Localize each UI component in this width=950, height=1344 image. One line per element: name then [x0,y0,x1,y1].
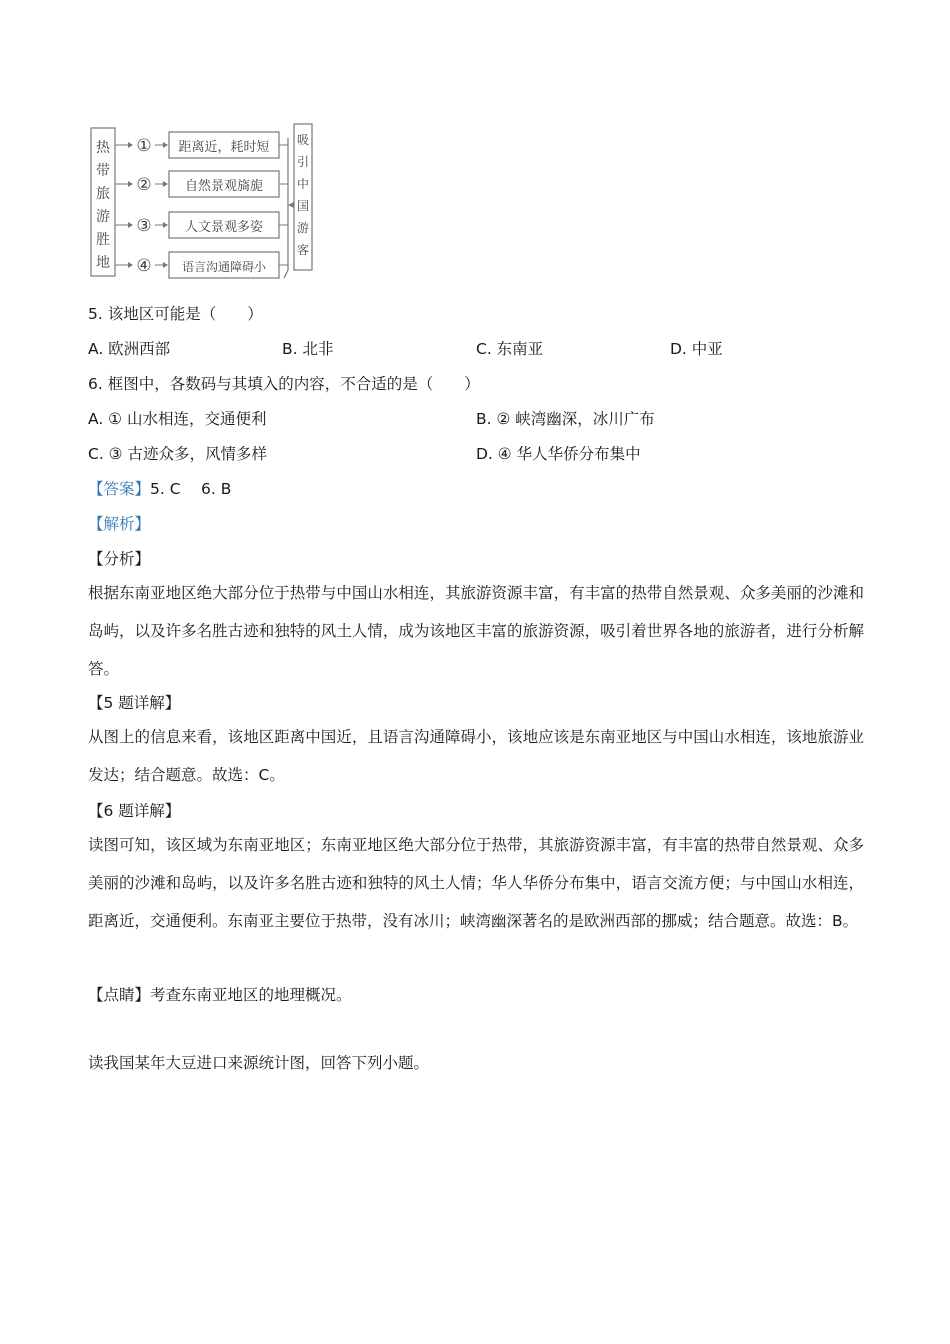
svg-text:人文景观多姿: 人文景观多姿 [184,220,264,235]
fenxi-text: 根据东南亚地区绝大部分位于热带与中国山水相连，其旅游资源丰富，有丰富的热带自然景观、众多美丽的沙滩和岛屿，以及许多名胜古迹和独特的风土人情，成为该地区丰富的旅游资源，吸引着世界各地的旅游者，进行分析解答。 [88,584,864,678]
q6-option-d: D. ④ 华人华侨分布集中 [476,445,641,463]
answer-line [88,478,231,500]
svg-text:②: ② [136,175,152,195]
q6-detail-text: 读图可知，该区域为东南亚地区；东南亚地区绝大部分位于热带，其旅游资源丰富，有丰富的热带自然景观、众多美丽的沙滩和岛屿，以及许多名胜古迹和独特的风土人情；华人华侨分布集中，语言交流方便；与中国山水相连，距离近，交通便利。东南亚主要位于热带，没有冰川；峡湾幽深著名的是欧洲西部的挪威；结合题意。故选：B。 [88,836,864,930]
svg-text:热: 热 [96,140,110,156]
svg-text:地: 地 [96,255,110,271]
q5-detail-label: 【5 题详解】 [88,694,181,712]
q6-option-c: C. ③ 古迹众多，风情多样 [88,445,267,463]
svg-text:吸: 吸 [296,133,310,147]
q5-option-b: B. 北非 [282,340,334,358]
svg-text:胜: 胜 [96,232,110,248]
q6-option-b: B. ② 峡湾幽深，冰川广布 [476,410,655,428]
svg-text:带: 带 [96,163,110,179]
q5-option-c: C. 东南亚 [476,340,544,358]
q5-stem: 5. 该地区可能是（ ） [88,305,263,323]
next-section-intro: 读我国某年大豆进口来源统计图，回答下列小题。 [88,1054,430,1072]
answer-text: 5. C 6. B [150,480,232,498]
tourism-flow-diagram [88,120,318,285]
answer-label: 【答案】 [88,480,151,498]
q6-detail-label: 【6 题详解】 [88,802,181,820]
q5-option-d: D. 中亚 [670,340,723,358]
svg-text:①: ① [136,136,152,156]
analysis-label: 【解析】 [88,515,151,533]
svg-text:游: 游 [296,221,310,235]
svg-text:国: 国 [296,199,310,213]
svg-text:旅: 旅 [96,186,110,202]
svg-text:中: 中 [296,177,310,191]
svg-text:客: 客 [296,243,310,257]
q5-option-a: A. 欧洲西部 [88,340,171,358]
fenxi-label: 【分析】 [88,550,151,568]
svg-text:自然景观旖旎: 自然景观旖旎 [184,179,264,194]
diagram-row-4 [115,252,288,278]
q6-stem: 6. 框图中，各数码与其填入的内容，不合适的是（ ） [88,375,480,393]
dianjing: 【点睛】考查东南亚地区的地理概况。 [88,986,352,1004]
svg-text:③: ③ [136,216,152,236]
diagram-row-3 [115,212,288,238]
q5-detail-text: 从图上的信息来看，该地区距离中国近，且语言沟通障碍小，该地应该是东南亚地区与中国山水相连，该地旅游业发达；结合题意。故选：C。 [88,728,864,784]
svg-text:距离近，耗时短: 距离近，耗时短 [178,140,270,155]
diagram-row-1 [115,132,288,158]
svg-text:④: ④ [136,256,152,276]
diagram-row-2 [115,171,288,197]
svg-text:游: 游 [96,209,110,225]
svg-text:语言沟通障碍小: 语言沟通障碍小 [181,260,267,274]
svg-text:引: 引 [296,155,310,169]
q6-option-a: A. ① 山水相连，交通便利 [88,410,267,428]
